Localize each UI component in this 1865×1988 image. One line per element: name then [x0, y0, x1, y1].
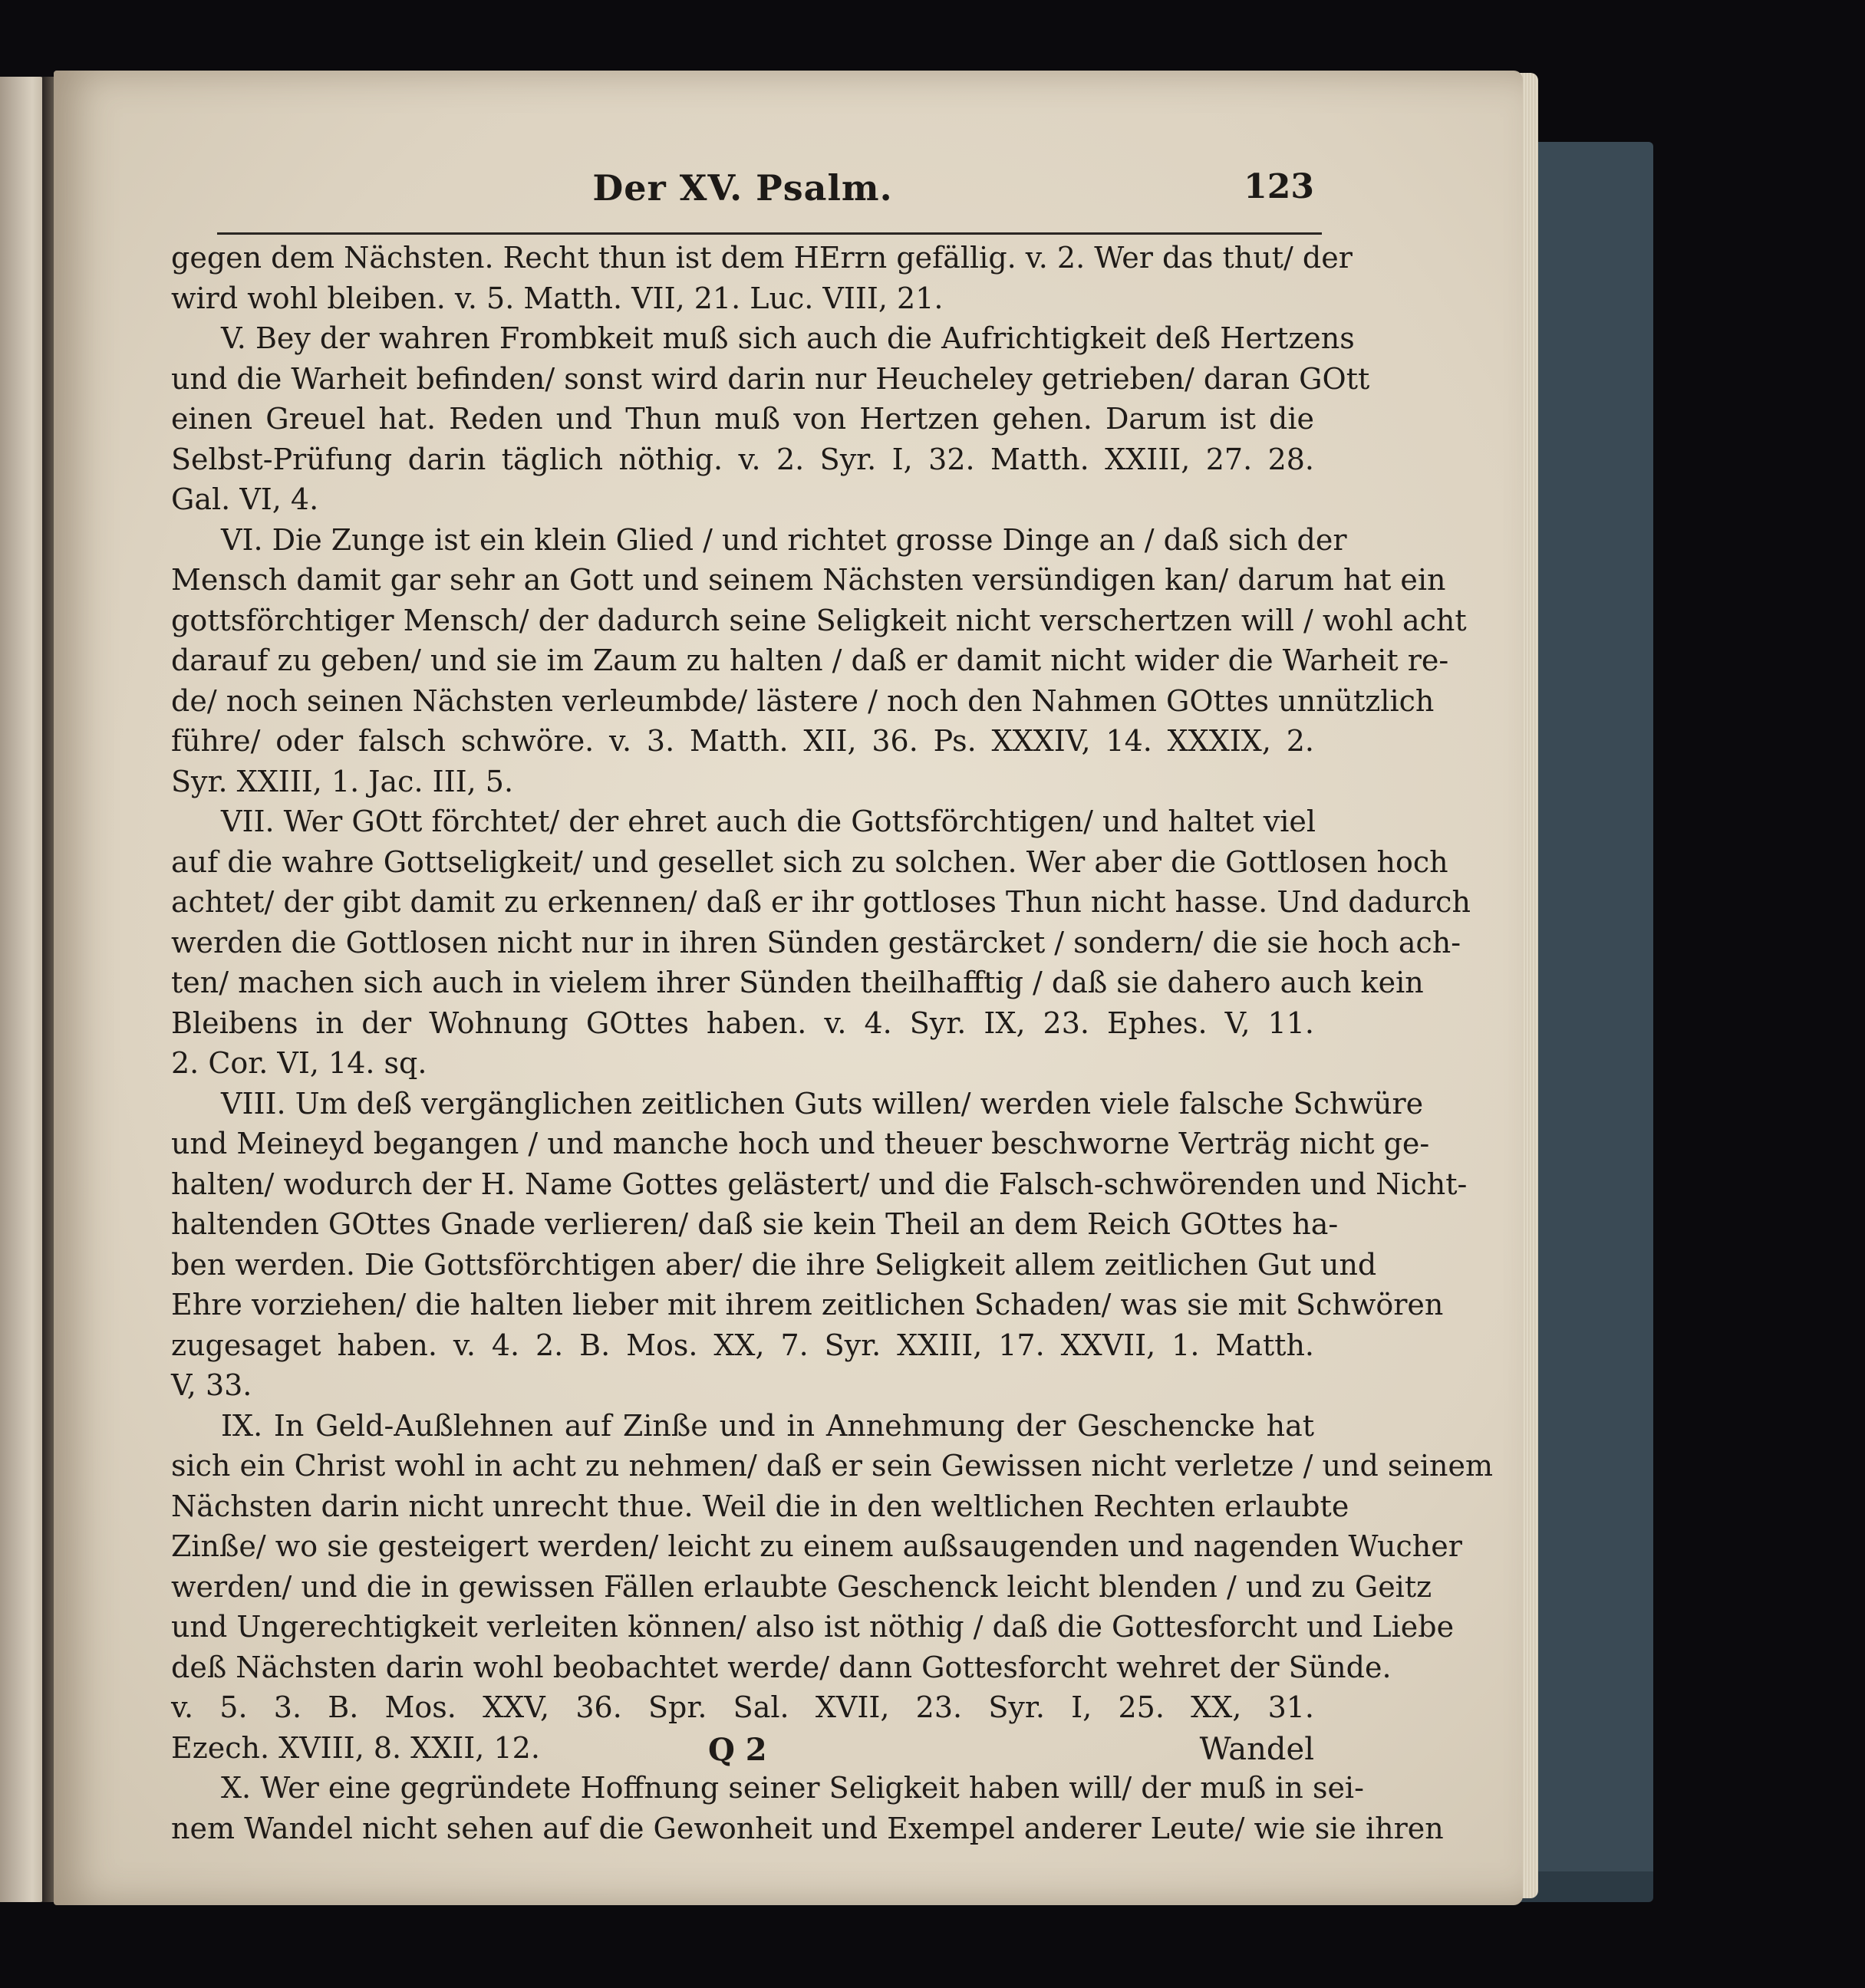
- text-line: werden/ und die in gewissen Fällen erlaubte Geschenck leicht blenden / und zu Geitz: [171, 1569, 1432, 1604]
- text-line: nem Wandel nicht sehen auf die Gewonheit und Exempel anderer Leute/ wie sie ihren: [171, 1811, 1444, 1845]
- text-line: Ehre vorziehen/ die halten lieber mit ihrem zeitlichen Schaden/ was sie mit Schwören: [171, 1288, 1444, 1321]
- text-line: deß Nächsten darin wohl beobachtet werde/ dann Gottesforcht wehret der Sünde.: [171, 1650, 1392, 1684]
- body-text: [171, 238, 1494, 1848]
- text-line: Bleibens in der Wohnung GOttes haben. v. 4. Syr. IX, 23. Ephes. V, 11.: [171, 1006, 1314, 1040]
- text-line: V. Bey der wahren Frombkeit muß sich auch die Aufrichtigkeit deß Hertzens: [221, 321, 1355, 355]
- text-line: IX. In Geld-Außlehnen auf Zinße und in Annehmung der Geschencke hat: [221, 1408, 1314, 1443]
- text-line: Zinße/ wo sie gesteigert werden/ leicht zu einem außsaugenden und nagenden Wucher: [171, 1529, 1462, 1563]
- signature-mark: Q 2: [708, 1732, 767, 1768]
- text-line: und die Warheit befinden/ sonst wird darin nur Heucheley getrieben/ daran GOtt: [171, 361, 1370, 396]
- text-line: wird wohl bleiben. v. 5. Matth. VII, 21. Luc. VIII, 21.: [171, 281, 944, 315]
- text-line: achtet/ der gibt damit zu erkennen/ daß er ihr gottloses Thun nicht hasse. Und dadurch: [171, 885, 1471, 919]
- text-line: VI. Die Zunge ist ein klein Glied / und richtet grosse Dinge an / daß sich der: [221, 522, 1347, 557]
- text-line: V, 33.: [171, 1368, 252, 1402]
- text-line: Nächsten darin nicht unrecht thue. Weil die in den weltlichen Rechten erlaubte: [171, 1489, 1349, 1523]
- text-line: ben werden. Die Gottsförchtigen aber/ die ihre Seligkeit allem zeitlichen Gut und: [171, 1247, 1377, 1282]
- text-line: einen Greuel hat. Reden und Thun muß von Hertzen gehen. Darum ist die: [171, 402, 1314, 436]
- text-line: gottsförchtiger Mensch/ der dadurch seine Seligkeit nicht verschertzen will / wohl acht: [171, 603, 1467, 637]
- text-line: VII. Wer GOtt förchtet/ der ehret auch die Gottsförchtigen/ und haltet viel: [221, 805, 1316, 838]
- text-line: halten/ wodurch der H. Name Gottes gelästert/ und die Falsch-schwörenden und Nicht-: [171, 1167, 1468, 1201]
- text-line: X. Wer eine gegründete Hoffnung seiner Seligkeit haben will/ der muß in sei-: [221, 1771, 1364, 1805]
- text-line: führe/ oder falsch schwöre. v. 3. Matth. XII, 36. Ps. XXXIV, 14. XXXIX, 2.: [171, 724, 1314, 758]
- text-line: Syr. XXIII, 1. Jac. III, 5.: [171, 764, 514, 798]
- text-line: haltenden GOttes Gnade verlieren/ daß sie kein Theil an dem Reich GOttes ha-: [171, 1207, 1339, 1241]
- facing-page: [0, 77, 46, 1902]
- running-title: Der XV. Psalm.: [592, 167, 893, 209]
- text-line: Gal. VI, 4.: [171, 482, 319, 516]
- text-line: auf die wahre Gottseligkeit/ und gesellet sich zu solchen. Wer aber die Gottlosen hoch: [171, 844, 1448, 879]
- text-line: VIII. Um deß vergänglichen zeitlichen Guts willen/ werden viele falsche Schwüre: [221, 1086, 1424, 1121]
- text-line: v. 5. 3. B. Mos. XXV, 36. Spr. Sal. XVII, 23. Syr. I, 25. XX, 31.: [171, 1690, 1314, 1724]
- text-line: Ezech. XVIII, 8. XXII, 12.: [171, 1730, 540, 1765]
- text-line: 2. Cor. VI, 14. sq.: [171, 1046, 427, 1080]
- text-line: darauf zu geben/ und sie im Zaum zu halten / daß er damit nicht wider die Warheit re-: [171, 643, 1449, 677]
- text-line: Selbst-Prüfung darin täglich nöthig. v. 2. Syr. I, 32. Matth. XXIII, 27. 28.: [171, 442, 1314, 476]
- text-line: und Ungerechtigkeit verleiten können/ also ist nöthig / daß die Gottesforcht und Liebe: [171, 1610, 1455, 1644]
- header-rule: [217, 232, 1322, 235]
- text-line: Mensch damit gar sehr an Gott und seinem Nächsten versündigen kan/ darum hat ein: [171, 563, 1446, 597]
- text-line: und Meineyd begangen / und manche hoch und theuer beschworne Verträg nicht ge-: [171, 1127, 1430, 1160]
- text-line: gegen dem Nächsten. Recht thun ist dem HErrn gefällig. v. 2. Wer das thut/ der: [171, 241, 1353, 275]
- book-cover: [1531, 142, 1653, 1891]
- text-line: ten/ machen sich auch in vielem ihrer Sünden theilhafftig / daß sie dahero auch kein: [171, 966, 1424, 999]
- page-footer: [171, 1732, 1314, 1778]
- page-header: [171, 167, 1314, 221]
- text-line: de/ noch seinen Nächsten verleumbde/ lästere / noch den Nahmen GOttes unnützlich: [171, 683, 1435, 718]
- text-line: werden die Gottlosen nicht nur in ihren Sünden gestärcket / sondern/ die sie hoch ach-: [171, 925, 1461, 959]
- page-number: 123: [1244, 167, 1314, 206]
- text-line: zugesaget haben. v. 4. 2. B. Mos. XX, 7. Syr. XXIII, 17. XXVII, 1. Matth.: [171, 1328, 1314, 1362]
- text-line: sich ein Christ wohl in acht zu nehmen/ daß er sein Gewissen nicht verletze / und seinem: [171, 1449, 1494, 1483]
- catchword: Wandel: [1199, 1732, 1314, 1767]
